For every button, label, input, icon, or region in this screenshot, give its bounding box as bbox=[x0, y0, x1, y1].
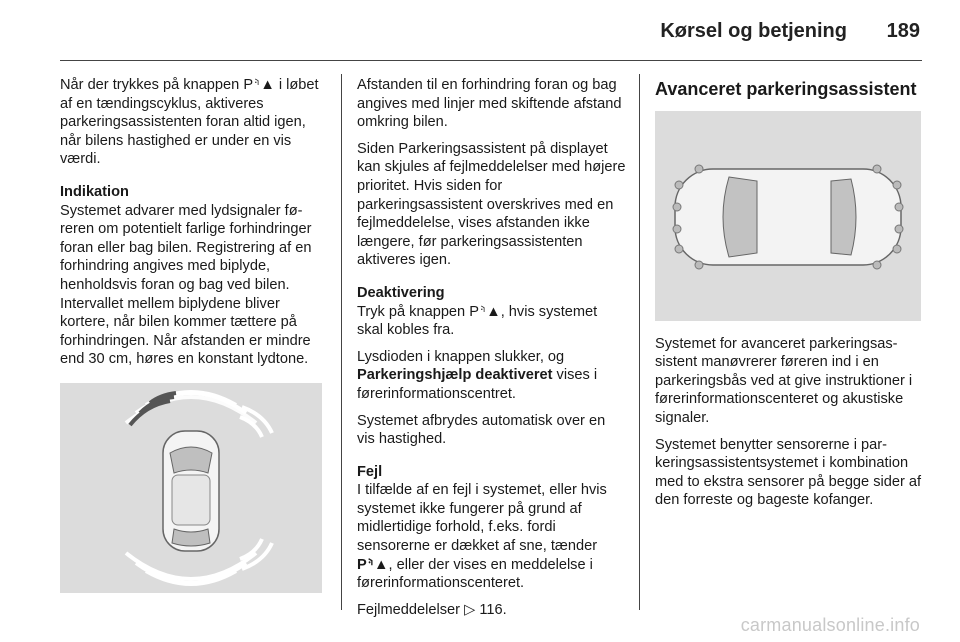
column-1 bbox=[60, 76, 326, 593]
distance-lines-paragraph: Afstanden til en forhindring foran og bag angives med linjer med skiftende afstand omkring bilen. bbox=[357, 77, 622, 131]
led-message-bold: Parkeringshjælp deaktiveret bbox=[357, 367, 553, 384]
led-text-start: Lysdioden i knappen slukker, og bbox=[357, 348, 565, 365]
car-sensor-zones-illustration bbox=[60, 383, 322, 593]
column-3 bbox=[655, 76, 923, 518]
deactivation-section bbox=[357, 284, 627, 340]
error-text-end: , eller der vises en meddelelse i førerinformationscenteret. bbox=[357, 556, 593, 592]
error-text-start: I tilfælde af en fejl i systemet, eller hvis systemet ikke fungerer på grund af midlertidige forhold, f.eks. fordi sensorerne er dækket af sne, tænder bbox=[357, 482, 607, 555]
column-divider-2 bbox=[639, 74, 640, 610]
section-title: Avanceret parkeringsassistent bbox=[655, 79, 917, 99]
advanced-system-paragraph: Systemet for avanceret parkeringsassistent manøvrerer føreren ind i en parkeringsbås ved at give instruktioner i førerinformationscenteret og akustiske signaler. bbox=[655, 335, 913, 426]
indication-text: Systemet advarer med lydsignaler føreren om potentielt farlige forhindringer foran eller bag bilen. Registrering af en forhindring angives med biplyde, henholdsvis foran og bag ved bilen. Intervallet mellem biplydene bliver kortere, når bilen kommer tættere på forhindringen. Når afstanden er mindre end 30 cm, høres en konstant lydtone. bbox=[60, 202, 312, 368]
speed-paragraph: Systemet afbrydes automatisk over en vis hastighed. bbox=[357, 412, 606, 448]
error-section bbox=[357, 463, 627, 593]
column-2 bbox=[357, 76, 627, 627]
error-reference: Fejlmeddelelser ▷ 116. bbox=[357, 601, 507, 618]
header-title: Kørsel og betjening bbox=[660, 20, 847, 42]
header-rule bbox=[60, 60, 922, 61]
sensors-paragraph: Systemet benytter sensorerne i parkeringsassistentsystemet i kombination med to ekstra sensorer på begge sider af den forreste og bageste kofanger. bbox=[655, 436, 922, 509]
led-paragraph bbox=[357, 348, 627, 404]
watermark: carmanualsonline.info bbox=[740, 615, 920, 635]
indication-section bbox=[60, 183, 326, 369]
car-top-view bbox=[163, 431, 219, 551]
advanced-parking-figure bbox=[655, 111, 921, 321]
error-heading: Fejl bbox=[357, 463, 383, 480]
column-divider-1 bbox=[341, 74, 342, 610]
deactivation-text: Tryk på knappen P⸅▲, hvis systemet skal kobles fra. bbox=[357, 303, 598, 339]
deactivation-heading: Deaktivering bbox=[357, 284, 445, 301]
car-side-sensors-illustration bbox=[655, 111, 921, 321]
page-number: 189 bbox=[886, 20, 920, 42]
parking-assist-symbol: P⸅▲ bbox=[357, 556, 389, 573]
led-text-end: vises i førerinformationscentret. bbox=[357, 367, 598, 402]
indication-heading: Indikation bbox=[60, 183, 129, 200]
parking-sensor-figure bbox=[60, 383, 322, 593]
display-page-paragraph: Siden Parkeringsassistent på displayet kan skjules af fejlmeddelelser med højere prioritet. Hvis siden for parkeringsassistent overskrives med en fejlmeddelelse, vises afstanden ikke længere, før parkeringsassistenten aktiveres igen. bbox=[357, 140, 626, 269]
intro-paragraph: Når der trykkes på knappen P⸅▲ i løbet af en tændingscyklus, aktiveres parkeringsassistenten foran altid igen, når bilens hastighed er under en vis værdi. bbox=[60, 77, 319, 168]
